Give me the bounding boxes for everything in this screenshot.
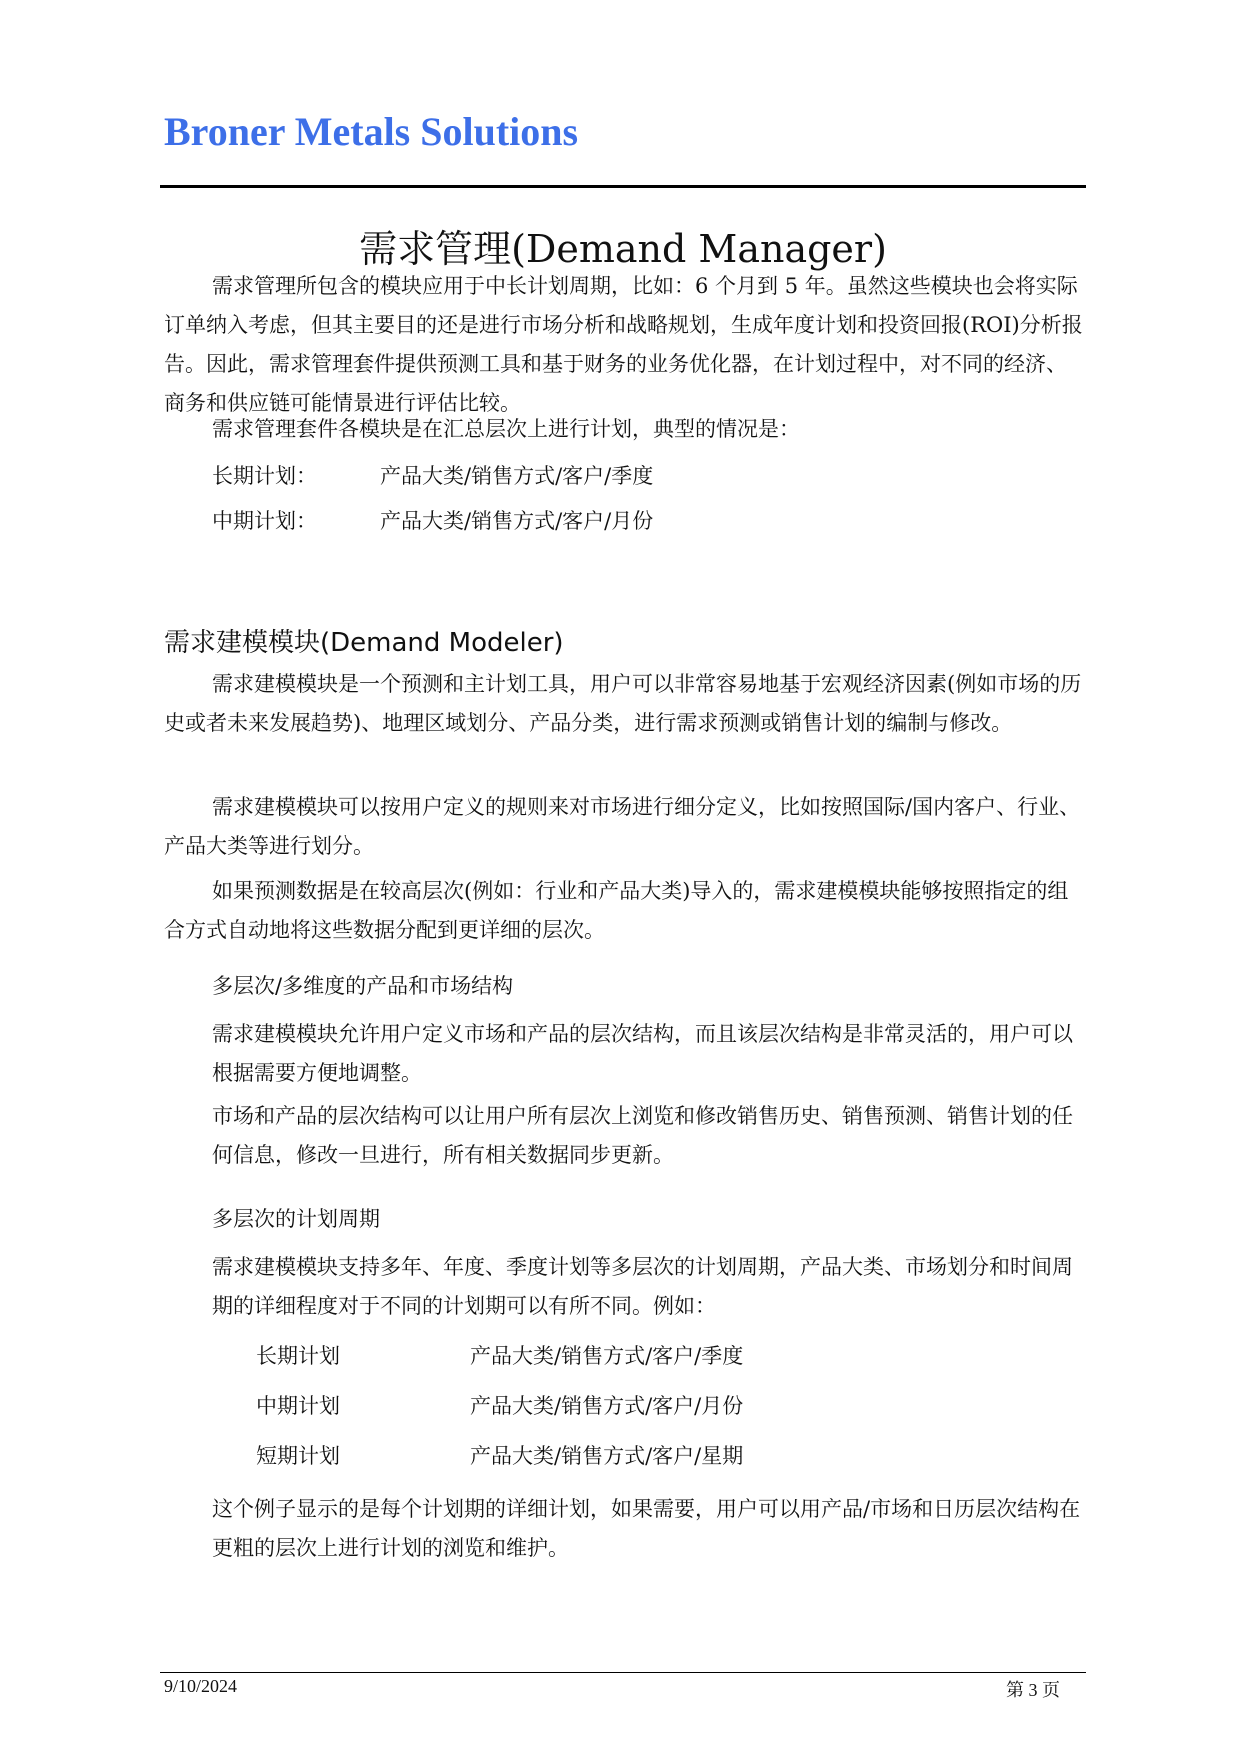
period-row-value-mid: 产品大类/销售方式/客户/月份 <box>470 1394 744 1418</box>
modeler-paragraph-2: 需求建模模块可以按用户定义的规则来对市场进行细分定义，比如按照国际/国内客户、行业、产品大类等进行划分。 <box>164 795 1081 858</box>
modeler-paragraph-3: 如果预测数据是在较高层次(例如：行业和产品大类)导入的，需求建模模块能够按照指定的组合方式自动地将这些数据分配到更详细的层次。 <box>164 879 1069 942</box>
intro-row-label-long: 长期计划： <box>212 464 317 488</box>
periods-paragraph-2: 这个例子显示的是每个计划期的详细计划，如果需要，用户可以用产品/市场和日历层次结构在更粗的层次上进行计划的浏览和维护。 <box>212 1497 1081 1560</box>
page-title: 需求管理(Demand Manager) <box>359 227 887 271</box>
subheading-periods: 多层次的计划周期 <box>212 1207 380 1231</box>
intro-paragraph-1: 需求管理所包含的模块应用于中长计划周期，比如：6 个月到 5 年。虽然这些模块也会将实际订单纳入考虑，但其主要目的还是进行市场分析和战略规划，生成年度计划和投资回报(ROI)分析报告。因此，需求管理套件提供预测工具和基于财务的业务优化器，在计划过程中，对不同的经济、商务和供应链可能情景进行评估比较。 <box>164 274 1083 415</box>
modeler-paragraph-1: 需求建模模块是一个预测和主计划工具，用户可以非常容易地基于宏观经济因素(例如市场的历史或者未来发展趋势)、地理区域划分、产品分类，进行需求预测或销售计划的编制与修改。 <box>164 672 1082 735</box>
intro-row-value-long: 产品大类/销售方式/客户/季度 <box>380 464 654 488</box>
footer-page-number: 第 3 页 <box>1006 1680 1060 1700</box>
intro-row-value-mid: 产品大类/销售方式/客户/月份 <box>380 509 654 533</box>
brand-title: Broner Metals Solutions <box>164 109 579 154</box>
period-row-value-short: 产品大类/销售方式/客户/星期 <box>470 1444 744 1468</box>
section-heading-demand-modeler: 需求建模模块(Demand Modeler) <box>164 628 564 658</box>
footer-rule <box>160 1672 1086 1673</box>
period-row-label-short: 短期计划 <box>256 1444 340 1468</box>
intro-row-label-mid: 中期计划： <box>212 509 317 533</box>
structure-paragraph-2: 市场和产品的层次结构可以让用户所有层次上浏览和修改销售历史、销售预测、销售计划的任何信息，修改一旦进行，所有相关数据同步更新。 <box>212 1104 1073 1167</box>
period-row-label-mid: 中期计划 <box>256 1394 340 1418</box>
header-rule <box>160 185 1086 188</box>
footer-date: 9/10/2024 <box>164 1676 238 1696</box>
period-row-value-long: 产品大类/销售方式/客户/季度 <box>470 1344 744 1368</box>
subheading-structure: 多层次/多维度的产品和市场结构 <box>212 974 514 998</box>
structure-paragraph-1: 需求建模模块允许用户定义市场和产品的层次结构，而且该层次结构是非常灵活的，用户可以根据需要方便地调整。 <box>212 1022 1073 1085</box>
periods-paragraph-1: 需求建模模块支持多年、年度、季度计划等多层次的计划周期，产品大类、市场划分和时间周期的详细程度对于不同的计划期可以有所不同。例如： <box>212 1255 1073 1318</box>
period-row-label-long: 长期计划 <box>256 1344 340 1368</box>
intro-paragraph-2: 需求管理套件各模块是在汇总层次上进行计划，典型的情况是： <box>212 417 800 441</box>
